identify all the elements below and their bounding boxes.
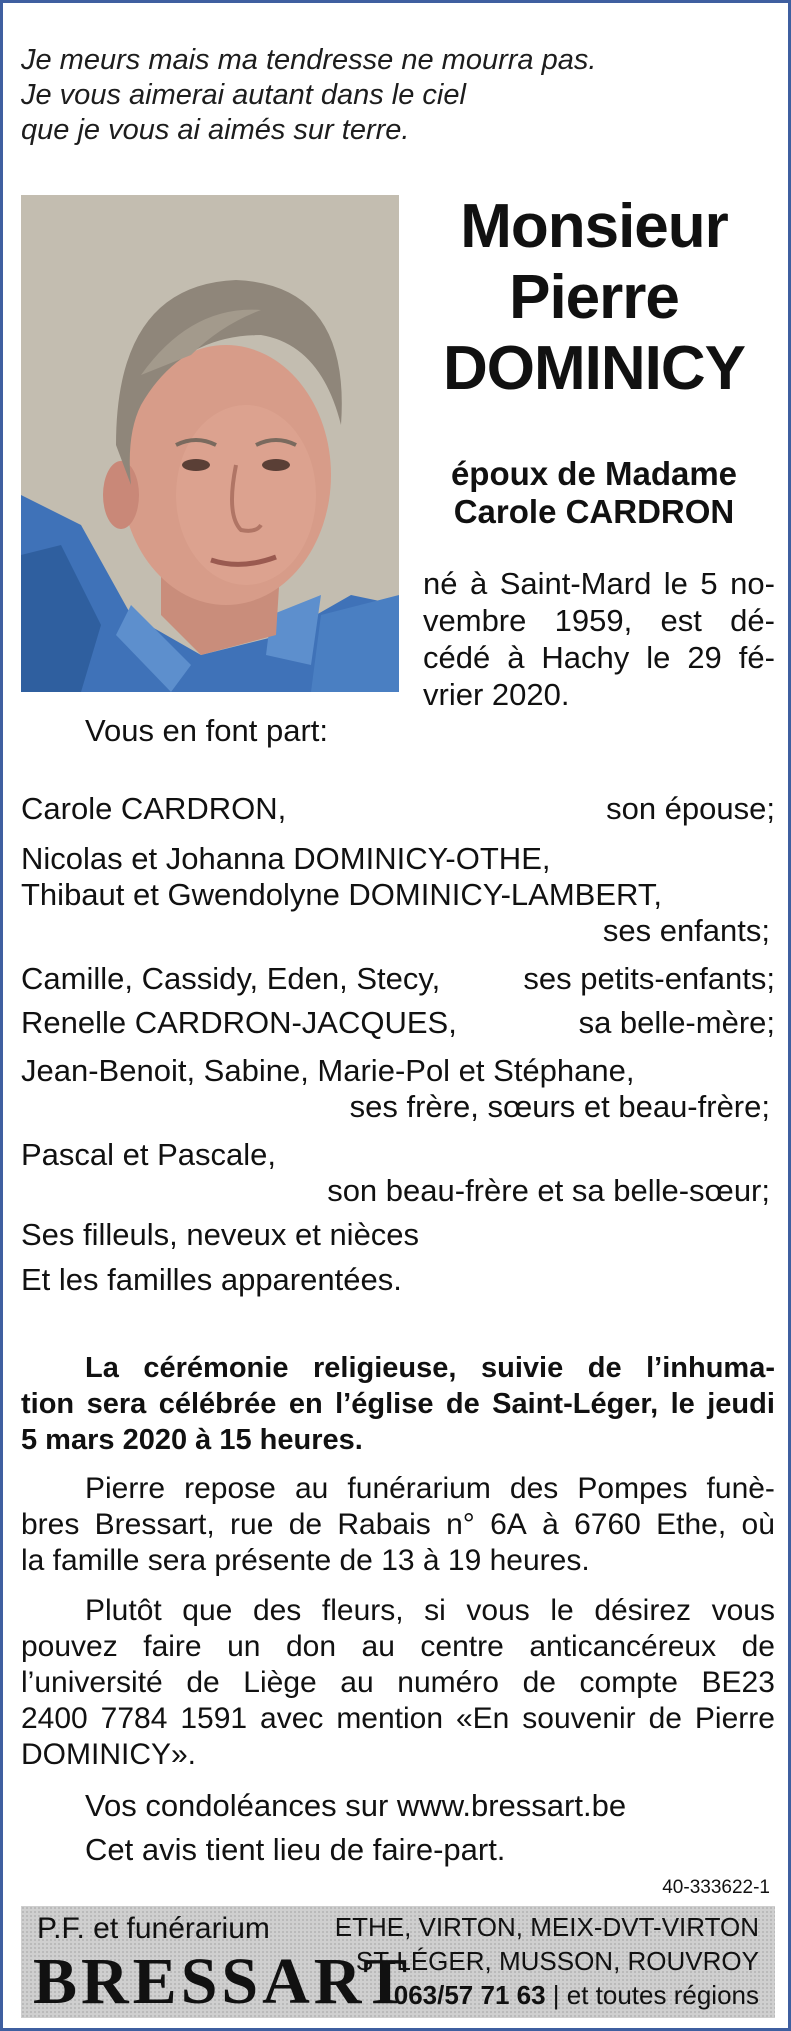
paragraph-line [21,1471,775,1507]
word: au [361,1630,395,1663]
word: don [285,1630,337,1663]
family-siblings-line: Jean-Benoit, Sabine, Marie-Pol et Stéphane, [21,1053,635,1088]
word: que [182,1594,233,1627]
word: avec [260,1702,324,1735]
word: Plutôt [85,1594,162,1627]
word: à [542,1508,559,1541]
word: La [85,1352,119,1384]
word: 6A [490,1508,527,1541]
family-inlaws-line: Pascal et Pascale, [21,1137,277,1172]
ceremony-details [21,1350,775,1458]
word: BE23 [701,1666,775,1699]
paragraph-line [21,1629,775,1665]
family-names: Camille, Cassidy, Eden, Stecy, [21,961,441,996]
bio-line [423,676,775,713]
word: dé- [730,603,775,638]
quote-line: Je meurs mais ma tendresse ne mourra pas. [21,44,597,76]
family-children-line: Thibaut et Gwendolyne DOMINICY-LAMBERT, [21,877,662,912]
title-line: DOMINICY [443,334,745,403]
epitaph-quote [21,43,596,148]
family-godchildren: Ses filleuls, neveux et nièces [21,1217,420,1252]
word: vembre [423,603,527,638]
paragraph-line [21,1507,775,1543]
word: fleurs, [321,1594,404,1627]
paragraph-line [21,1543,775,1579]
word: pouvez [21,1630,118,1663]
word: est [660,603,702,638]
word: funérarium [347,1472,491,1505]
condolences-line: Vos condoléances sur www.bressart.be [85,1788,627,1823]
word: cédé [423,640,491,675]
word: faire [143,1630,202,1663]
ceremony-line [21,1350,775,1386]
family-relatives: Et les familles apparentées. [21,1262,402,1297]
word: bres [21,1508,80,1541]
word: vous [711,1594,775,1627]
family-role: sa belle-mère; [578,1005,775,1040]
quote-line: que je vous ai aimés sur terre. [21,114,410,146]
word: 1959, [554,603,633,638]
word: 29 [687,640,722,675]
funeral-home-banner [21,1906,775,2018]
word: vrier 2020. [423,677,570,712]
word: le [646,640,671,675]
family-role: son beau-frère et sa belle-sœur; [327,1173,770,1208]
bio-line [423,639,775,676]
brand-logo: BRESSART [33,1945,412,2018]
birth-death-info [423,565,775,713]
word: fé- [738,640,775,675]
word: de [288,1508,323,1541]
word: Pierre [694,1702,775,1735]
paragraph-line [21,1665,775,1701]
bio-line [423,565,775,602]
word: compte [579,1666,678,1699]
family-names: Carole CARDRON, [21,791,287,826]
word: 2400 [21,1702,88,1735]
word: anticancéreux [529,1630,717,1663]
word: rue [230,1508,274,1541]
spouse-line [413,455,775,531]
word: cérémonie [143,1352,289,1384]
phone-number: 063/57 71 63 [393,1980,546,2010]
word: à [507,640,525,675]
title-line: Monsieur [460,192,728,261]
word: centre [420,1630,504,1663]
word: le [550,1594,574,1627]
word: Ethe, [656,1508,727,1541]
banner-locations: ETHE, VIRTON, MEIX-DVT-VIRTON [334,1912,759,1942]
word: funè- [706,1472,775,1505]
word: la famille sera présente de 13 à 19 heures. [21,1544,590,1577]
word: 6760 [574,1508,641,1541]
word: Hachy [541,640,630,675]
word: 7784 [100,1702,168,1735]
portrait-photo [21,195,399,692]
word: Liège [243,1666,317,1699]
word: l’université [21,1666,163,1699]
word: Saint-Léger, [492,1388,659,1420]
word: de [445,1388,480,1420]
spouse-text: époux de Madame [450,455,738,492]
family-entry-spouse [21,791,775,827]
word: au [340,1666,374,1699]
word: 5 [700,566,718,601]
word: Saint-Mard [499,566,652,601]
family-entry-motherinlaw [21,1005,775,1041]
word: tion [21,1388,75,1420]
banner-locations: ST-LÉGER, MUSSON, ROUVROY [355,1946,759,1976]
word: à [469,566,488,601]
word: souvenir [522,1702,636,1735]
word: 1591 [180,1702,248,1735]
word: au [294,1472,329,1505]
spouse-text: Carole CARDRON [453,493,735,530]
deceased-name [413,191,775,404]
word: suivie [480,1352,564,1384]
paragraph-line [21,1701,775,1737]
word: Pompes [577,1472,688,1505]
word: mention [336,1702,444,1735]
banner-label: P.F. et funérarium [37,1912,270,1945]
word: numéro [397,1666,499,1699]
word: de [648,1702,682,1735]
word: des [509,1472,559,1505]
family-role: son épouse; [606,791,775,826]
word: «En [455,1702,510,1735]
word: de [741,1630,775,1663]
word: n° [446,1508,475,1541]
word: Rabais [337,1508,431,1541]
word: où [741,1508,775,1541]
word: Pierre [85,1472,166,1505]
reference-number: 40-333622-1 [662,1877,770,1898]
family-entry-grandchildren [21,961,775,997]
notice-line: Cet avis tient lieu de faire-part. [85,1832,506,1867]
word: DOMINICY». [21,1738,197,1771]
bio-line [423,602,775,639]
word: si [424,1594,446,1627]
word: de [522,1666,556,1699]
word: célébrée [158,1388,277,1420]
ceremony-line [21,1422,775,1458]
title-line: Pierre [509,263,679,332]
word: désirez [594,1594,692,1627]
family-names: Renelle CARDRON-JACQUES, [21,1005,457,1040]
word: jeudi [707,1388,775,1420]
word: né [423,566,458,601]
word: no- [730,566,775,601]
family-children-line: Nicolas et Johanna DOMINICY-OTHE, [21,841,551,876]
ceremony-line [21,1386,775,1422]
word: l’église [335,1388,434,1420]
word: repose [184,1472,276,1505]
word: religieuse, [312,1352,457,1384]
quote-line: Je vous aimerai autant dans le ciel [21,79,466,111]
word: de [587,1352,622,1384]
word: 5 mars 2020 à 15 heures. [21,1424,363,1456]
family-role: ses petits-enfants; [523,961,775,996]
word: sera [86,1388,147,1420]
announcement-intro: Vous en font part: [85,713,329,748]
paragraph-line [21,1737,775,1773]
word: le [670,1388,695,1420]
paragraph-line [21,1593,775,1629]
funeral-home-paragraph [21,1471,775,1579]
family-role: ses frère, sœurs et beau-frère; [349,1089,770,1124]
regions-text: | et toutes régions [552,1980,759,2010]
word: vous [466,1594,530,1627]
word: le [663,566,688,601]
family-role: ses enfants; [602,913,770,948]
word: des [252,1594,302,1627]
banner-contact [394,1980,759,2011]
donation-paragraph [21,1593,775,1773]
word: en [288,1388,323,1420]
word: l’inhuma- [646,1352,775,1384]
word: de [186,1666,220,1699]
word: Bressart, [94,1508,215,1541]
word: un [227,1630,261,1663]
